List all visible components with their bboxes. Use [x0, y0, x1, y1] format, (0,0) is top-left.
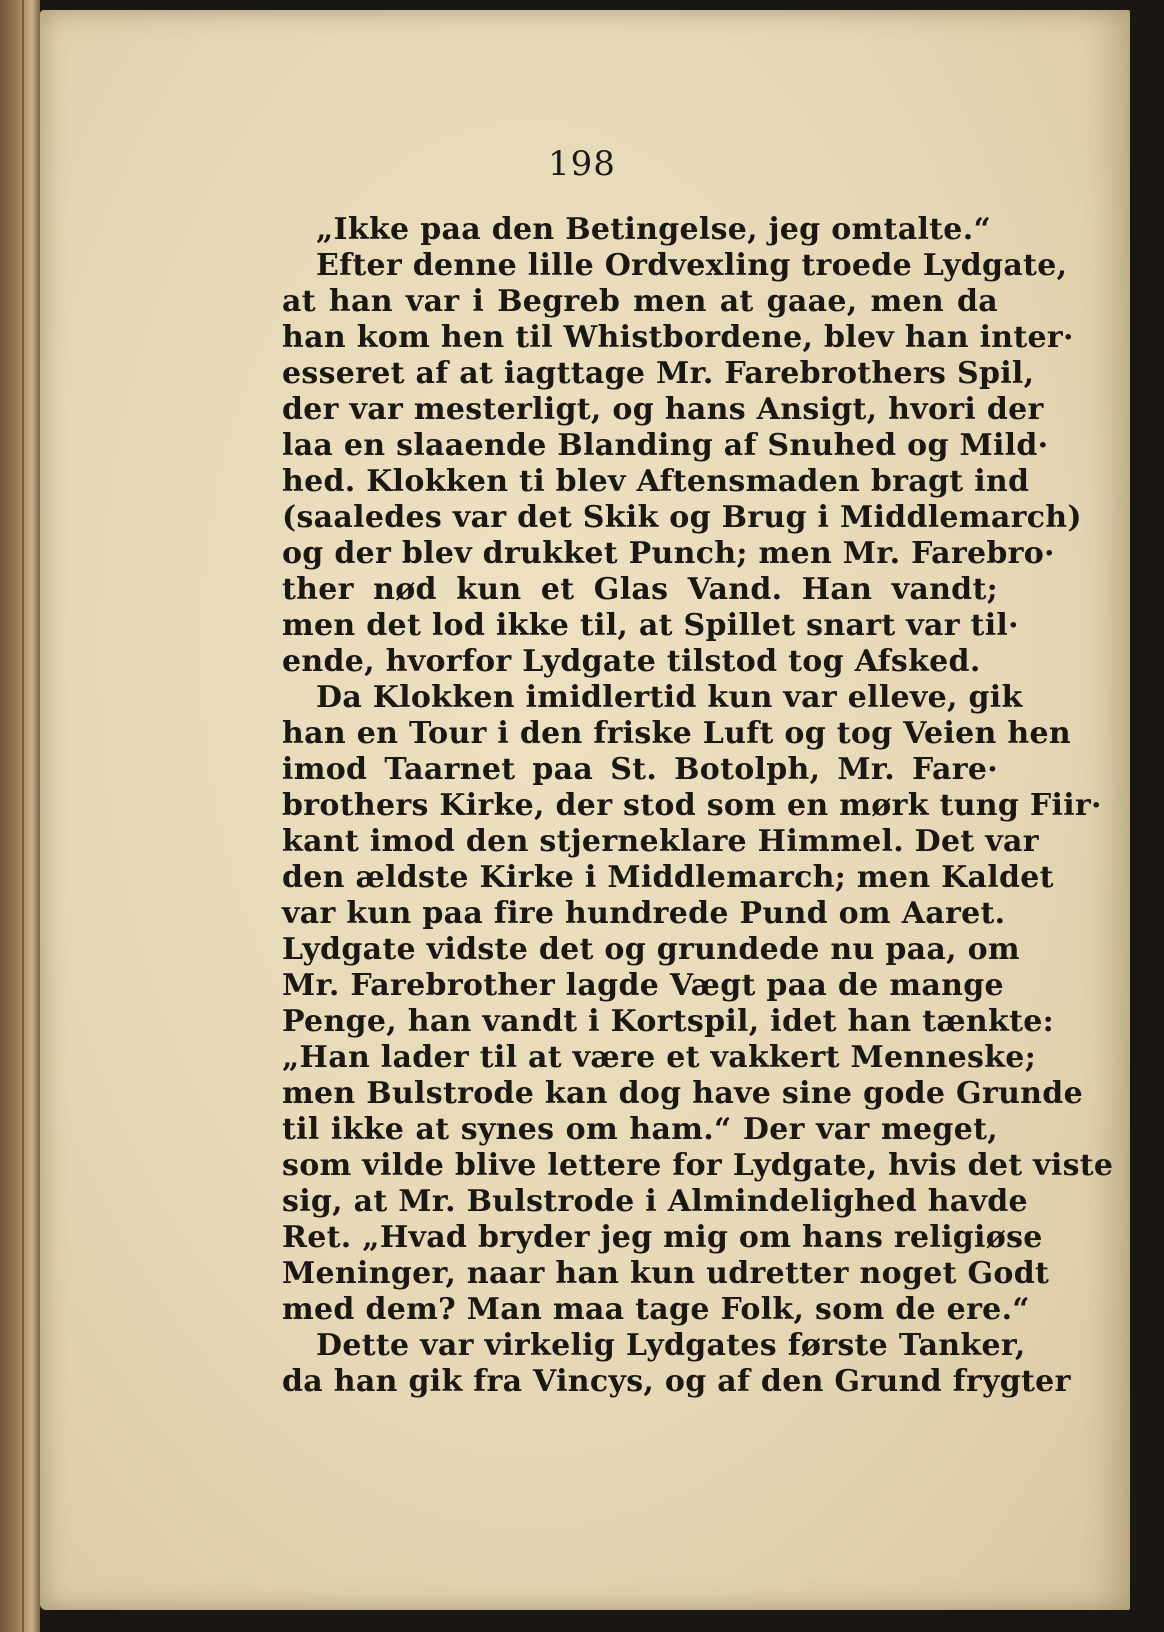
text-line: men det lod ikke til, at Spillet snart var til· [282, 608, 1019, 643]
text-line: Efter denne lille Ordvexling troede Lydgate, [316, 248, 1068, 283]
text-line: esseret af at iagttage Mr. Farebrothers Spil, [282, 356, 1035, 391]
text-line: ther nød kun et Glas Vand. Han vandt; [282, 572, 998, 607]
text-line: men Bulstrode kan dog have sine gode Grunde [282, 1076, 1083, 1111]
page-stack-line [22, 0, 24, 1632]
text-line: ende, hvorfor Lydgate tilstod tog Afsked. [282, 644, 981, 679]
text-line: da han gik fra Vincys, og af den Grund frygter [282, 1364, 1071, 1399]
text-line: Penge, han vandt i Kortspil, idet han tænkte: [282, 1004, 1055, 1039]
text-line: til ikke at synes om ham.“ Der var meget, [282, 1112, 998, 1147]
text-line: den ældste Kirke i Middlemarch; men Kaldet [282, 860, 1054, 895]
text-line: han kom hen til Whistbordene, blev han inter· [282, 320, 1074, 355]
book-spine-edge [0, 0, 40, 1632]
text-line: og der blev drukket Punch; men Mr. Farebro· [282, 536, 1055, 571]
text-line: laa en slaaende Blanding af Snuhed og Mild· [282, 428, 1049, 463]
text-line: Da Klokken imidlertid kun var elleve, gik [316, 680, 1023, 715]
text-line: „Han lader til at være et vakkert Menneske; [282, 1040, 1037, 1075]
text-line: der var mesterligt, og hans Ansigt, hvori der [282, 392, 1044, 427]
text-line: som vilde blive lettere for Lydgate, hvis det viste [282, 1148, 1114, 1183]
text-line: „Ikke paa den Betingelse, jeg omtalte.“ [316, 212, 991, 247]
text-line: sig, at Mr. Bulstrode i Almindelighed havde [282, 1184, 1028, 1219]
text-line: Lydgate vidste det og grundede nu paa, om [282, 932, 1020, 967]
text-line: (saaledes var det Skik og Brug i Middlemarch) [282, 500, 1082, 535]
text-line: imod Taarnet paa St. Botolph, Mr. Fare· [282, 752, 998, 787]
text-line: Ret. „Hvad bryder jeg mig om hans religiøse [282, 1220, 1043, 1255]
text-line: kant imod den stjerneklare Himmel. Det var [282, 824, 1039, 859]
text-line: Dette var virkelig Lydgates første Tanker, [316, 1328, 1026, 1363]
text-line: brothers Kirke, der stod som en mørk tung Fiir· [282, 788, 1102, 823]
text-line: Mr. Farebrother lagde Vægt paa de mange [282, 968, 1004, 1003]
text-line: at han var i Begreb men at gaae, men da [282, 284, 998, 319]
page-number: 198 [548, 144, 616, 184]
text-line: han en Tour i den friske Luft og tog Veien hen [282, 716, 1071, 751]
text-line: Meninger, naar han kun udretter noget Godt [282, 1256, 1050, 1291]
body-text [282, 212, 1114, 1400]
text-line: hed. Klokken ti blev Aftensmaden bragt ind [282, 464, 1030, 499]
text-line: med dem? Man maa tage Folk, som de ere.“ [282, 1292, 1030, 1327]
text-line: var kun paa fire hundrede Pund om Aaret. [282, 896, 1006, 931]
